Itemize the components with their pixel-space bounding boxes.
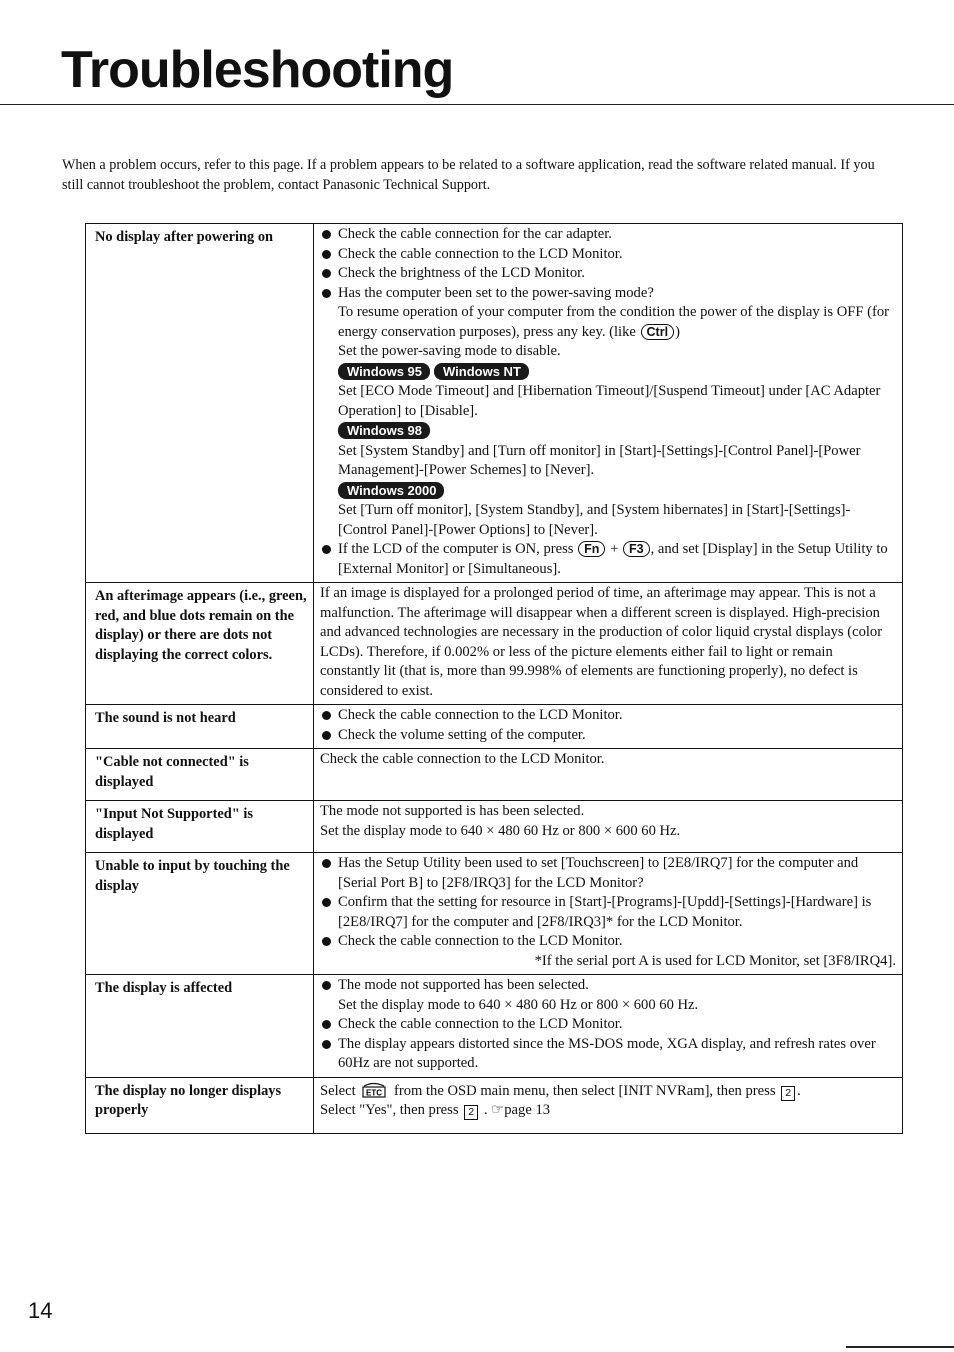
- resume-text: To resume operation of your computer from the condition the power of the display is OFF (for energy conservation purposes), press any key. (like: [338, 304, 889, 340]
- key-2-icon: 2: [464, 1105, 478, 1120]
- solution-line: [320, 1101, 896, 1121]
- page-title: Troubleshooting: [61, 41, 454, 99]
- etc-menu-icon: [361, 1082, 387, 1098]
- page-reference: page 13: [504, 1102, 551, 1118]
- bottom-rule: [846, 1346, 954, 1348]
- solution-list: [320, 225, 896, 579]
- select-text: Select: [320, 1082, 356, 1099]
- problem-cell: The sound is not heard: [86, 705, 314, 749]
- list-item: Check the cable connection to the LCD Monitor.: [320, 706, 896, 726]
- bullet-subtext: Set the display mode to 640 × 480 60 Hz or 800 × 600 60 Hz.: [338, 996, 699, 1013]
- bullet-text: Has the computer been set to the power-saving mode?: [338, 284, 654, 301]
- list-item: Check the cable connection to the LCD Monitor.: [320, 245, 896, 265]
- solution-cell: [314, 801, 903, 853]
- problem-cell: The display is affected: [86, 975, 314, 1078]
- windows95-badge: Windows 95: [338, 363, 430, 380]
- win98-instructions: Set [System Standby] and [Turn off monitor] in [Start]-[Settings]-[Control Panel]-[Power Management]-[Power Schemes] to [Never].: [338, 442, 861, 478]
- solution-cell: If an image is displayed for a prolonged period of time, an afterimage may appear. This is not a malfunction. The afterimage will disappear when a different screen is displayed. High-precision and advanced technologies are necessary in the production of color liquid crystal displays (color LCDs). Therefore, if 0.002% or less of the picture elements either fail to light or remain constantly lit (that is, more than 99.998% of elements are functioning properly), no defect is considered to exist.: [314, 583, 903, 705]
- table-row: [86, 1077, 903, 1133]
- period: .: [483, 1102, 488, 1118]
- fn-key-icon: Fn: [578, 541, 605, 557]
- solution-cell: Check the cable connection to the LCD Monitor.: [314, 749, 903, 801]
- table-row: [86, 583, 903, 705]
- solution-cell: [314, 975, 903, 1078]
- footnote: *If the serial port A is used for LCD Monitor, set [3F8/IRQ4].: [534, 952, 896, 969]
- period: .: [797, 1082, 801, 1099]
- list-item: The display appears distorted since the MS-DOS mode, XGA display, and refresh rates over 60Hz are not supported.: [320, 1035, 896, 1074]
- bullet-text-end: , and set [Display] in the Setup Utility to [External Monitor] or [Simultaneous].: [338, 541, 888, 577]
- select-yes-text: Select "Yes", then press: [320, 1102, 459, 1118]
- list-item: Confirm that the setting for resource in [Start]-[Programs]-[Updd]-[Settings]-[Hardware] is [2E8/IRQ7] for the computer and [2F8/IRQ3]* for the LCD Monitor.: [320, 893, 896, 932]
- solution-cell: [314, 224, 903, 583]
- solution-list: [320, 854, 896, 952]
- bullet-text: The mode not supported has been selected.: [338, 977, 589, 993]
- f3-key-icon: F3: [623, 541, 650, 557]
- solution-list: [320, 976, 896, 1074]
- windows98-badge: Windows 98: [338, 422, 430, 439]
- list-item: [320, 284, 896, 541]
- table-row: [86, 224, 903, 583]
- list-item: Check the cable connection to the LCD Monitor.: [320, 1015, 896, 1035]
- list-item: Check the brightness of the LCD Monitor.: [320, 264, 896, 284]
- reference-arrow-icon: ☞: [491, 1102, 505, 1118]
- intro-paragraph: When a problem occurs, refer to this page. If a problem appears to be related to a software application, read the software related manual. If you still cannot troubleshoot the problem, contact Panasonic Technical Support.: [62, 157, 875, 193]
- solution-cell: [314, 705, 903, 749]
- list-item: Has the Setup Utility been used to set [Touchscreen] to [2E8/IRQ7] for the computer and [Serial Port B] to [2F8/IRQ3] for the LCD Monitor?: [320, 854, 896, 893]
- table-row: [86, 853, 903, 975]
- set-disable-text: Set the power-saving mode to disable.: [338, 343, 561, 359]
- solution-line: The mode not supported is has been selected.: [320, 803, 585, 819]
- win2000-instructions: Set [Turn off monitor], [System Standby], and [System hibernates] in [Start]-[Settings]-[Control Panel]-[Power Options] to [Never].: [338, 502, 851, 538]
- windowsnt-badge: Windows NT: [434, 363, 529, 380]
- title-rule: [0, 104, 954, 105]
- win95-instructions: Set [ECO Mode Timeout] and [Hibernation Timeout]/[Suspend Timeout] under [AC Adapter Operation] to [Disable].: [338, 383, 881, 419]
- solution-line: [320, 1082, 896, 1102]
- plus-sign: +: [610, 541, 619, 557]
- problem-cell: "Cable not connected" is displayed: [86, 749, 314, 801]
- osd-instruction: from the OSD main menu, then select [INIT NVRam], then press: [393, 1082, 776, 1099]
- table-row: [86, 705, 903, 749]
- windows2000-badge: Windows 2000: [338, 482, 444, 499]
- etc-label: ETC: [366, 1088, 383, 1097]
- table-row: [86, 749, 903, 801]
- list-item: [320, 976, 896, 1015]
- problem-cell: The display no longer displays properly: [86, 1077, 314, 1133]
- list-item: Check the cable connection for the car adapter.: [320, 225, 896, 245]
- table-row: [86, 975, 903, 1078]
- solution-cell: [314, 853, 903, 975]
- solution-list: [320, 706, 896, 745]
- solution-cell: [314, 1077, 903, 1133]
- problem-cell: Unable to input by touching the display: [86, 853, 314, 975]
- paren-close: ): [675, 323, 680, 340]
- solution-line: Set the display mode to 640 × 480 60 Hz or 800 × 600 60 Hz.: [320, 822, 681, 839]
- bullet-text: If the LCD of the computer is ON, press: [338, 541, 574, 557]
- list-item: Check the volume setting of the computer.: [320, 726, 896, 746]
- list-item: [320, 540, 896, 579]
- problem-cell: No display after powering on: [86, 224, 314, 583]
- list-item: Check the cable connection to the LCD Monitor.: [320, 932, 896, 952]
- table-row: [86, 801, 903, 853]
- page-number: 14: [28, 1298, 53, 1323]
- key-2-icon: 2: [781, 1086, 795, 1101]
- troubleshooting-table: [85, 223, 903, 1134]
- ctrl-key-icon: Ctrl: [641, 324, 675, 340]
- problem-cell: An afterimage appears (i.e., green, red, and blue dots remain on the display) or there are dots not displaying the correct colors.: [86, 583, 314, 705]
- problem-cell: "Input Not Supported" is displayed: [86, 801, 314, 853]
